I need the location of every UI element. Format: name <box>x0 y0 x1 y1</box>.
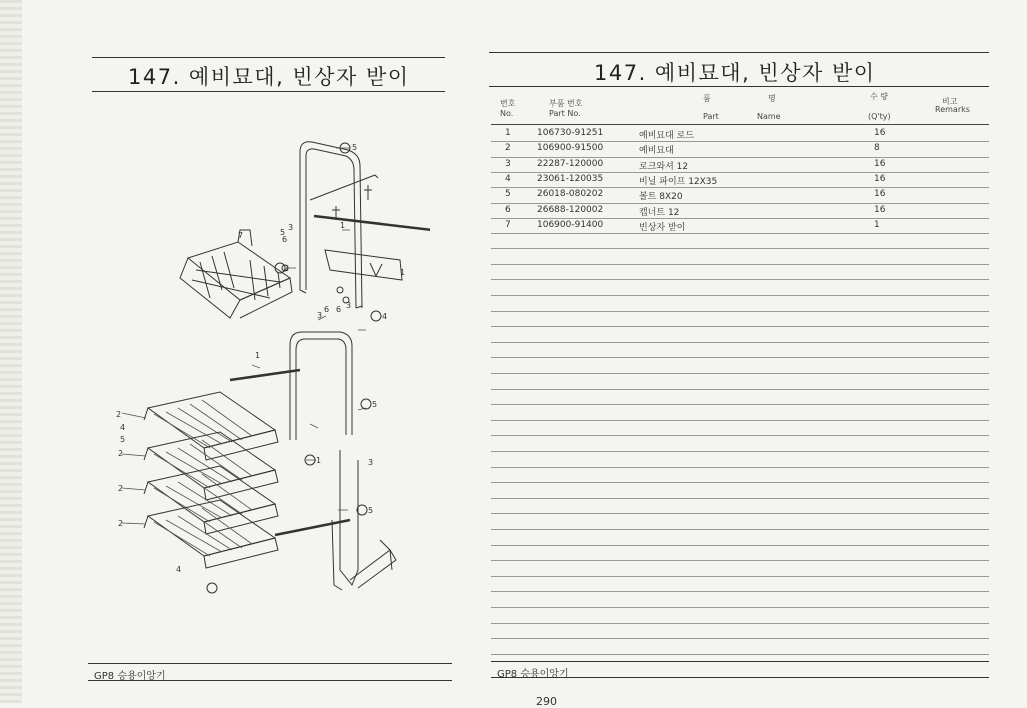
ruled-line <box>491 607 989 608</box>
header-part-kr: 부품 번호 <box>549 99 583 108</box>
row-part-number: 22287-120000 <box>537 158 604 169</box>
callout-number: 1 <box>255 351 261 360</box>
right-title-box <box>489 52 989 87</box>
callout-number: 3 <box>317 311 323 320</box>
ruled-line <box>491 342 989 343</box>
ruled-line <box>491 295 989 296</box>
header-part-en: Part No. <box>549 109 581 118</box>
ruled-line <box>491 638 989 639</box>
header-remarks-kr: 비고 <box>942 97 958 106</box>
ruled-line <box>491 435 989 436</box>
callout-number: 2 <box>116 410 122 419</box>
right-page-footer: GP8 승용이앙기 <box>497 669 569 680</box>
scan-edge <box>0 0 22 703</box>
left-footer-rule <box>88 663 452 664</box>
callout-number: 5 <box>280 228 286 237</box>
ruled-line <box>491 513 989 514</box>
callout-number: 2 <box>118 449 124 458</box>
row-quantity: 16 <box>874 128 886 138</box>
row-part-name: 비닐 파이프 12X35 <box>639 176 718 187</box>
header-qty-en: (Q'ty) <box>868 112 891 121</box>
ruled-line <box>491 482 989 483</box>
row-number: 2 <box>505 143 511 154</box>
row-part-name: 예비묘대 로드 <box>639 131 695 141</box>
ruled-line <box>491 203 989 204</box>
callout-number: 5 <box>352 143 358 152</box>
callout-number: 6 <box>324 305 330 314</box>
row-part-name: 캡너트 12 <box>639 207 680 218</box>
ruled-line <box>491 248 989 249</box>
table-row <box>491 126 989 141</box>
row-part-number: 106900-91500 <box>537 143 604 154</box>
row-quantity: 16 <box>874 158 886 169</box>
ruled-line <box>491 373 989 374</box>
ruled-line <box>491 623 989 624</box>
row-part-number: 23061-120035 <box>537 173 604 184</box>
callout-circle <box>207 583 217 593</box>
row-part-name: 빈상자 받이 <box>639 222 686 233</box>
right-footer-rule-bottom <box>491 677 989 678</box>
callout-number: 5 <box>372 400 378 409</box>
page-number: 290 <box>536 695 557 708</box>
ruled-line <box>491 591 989 592</box>
table-row <box>491 172 989 187</box>
ruled-line <box>491 576 989 577</box>
callout-number: 4 <box>120 423 126 432</box>
row-part-name: 볼트 8X20 <box>639 192 683 203</box>
ruled-line <box>491 311 989 312</box>
row-quantity: 16 <box>874 173 886 184</box>
ruled-line <box>491 560 989 561</box>
table-row <box>491 141 989 156</box>
right-page-title: 147. 예비묘대, 빈상자 받이 <box>594 61 876 85</box>
callout-number: 3 <box>346 301 352 310</box>
ruled-line <box>491 172 989 173</box>
ruled-line <box>491 264 989 265</box>
row-quantity: 8 <box>874 143 880 154</box>
ruled-line <box>491 279 989 280</box>
header-remarks-en: Remarks <box>935 105 970 114</box>
row-quantity: 1 <box>874 219 880 230</box>
ruled-line <box>491 357 989 358</box>
callout-number: 6 <box>336 305 342 314</box>
header-qty-kr: 수 량 <box>870 92 888 101</box>
ruled-line <box>491 326 989 327</box>
left-page-title: 147. 예비묘대, 빈상자 받이 <box>128 65 410 89</box>
callout-circle <box>361 399 371 409</box>
ruled-line <box>491 218 989 219</box>
ruled-line <box>491 498 989 499</box>
row-part-name: 예비묘대 <box>639 146 674 157</box>
table-header-rule <box>491 124 989 125</box>
row-quantity: 16 <box>874 189 886 200</box>
left-page-footer: GP8 승용이앙기 <box>94 671 166 682</box>
header-no-en: No. <box>500 109 514 118</box>
header-name-kr2: 명 <box>768 94 776 103</box>
callout-number: 7 <box>238 231 244 240</box>
ruled-line <box>491 545 989 546</box>
ruled-line <box>491 157 989 158</box>
row-part-number: 106900-91400 <box>537 219 604 230</box>
parts-diagram <box>100 130 430 600</box>
ruled-line <box>491 141 989 142</box>
row-number: 5 <box>505 189 511 200</box>
row-number: 7 <box>505 219 511 230</box>
callout-number: 4 <box>176 565 182 574</box>
ruled-line <box>491 529 989 530</box>
ruled-line <box>491 404 989 405</box>
row-number: 6 <box>505 204 511 215</box>
ruled-line <box>491 389 989 390</box>
callout-number: 2 <box>118 484 124 493</box>
header-name-kr1: 품 <box>703 94 711 103</box>
header-no-kr: 번호 <box>500 99 516 108</box>
row-number: 1 <box>505 128 511 138</box>
callout-number: 5 <box>368 506 374 515</box>
callout-circle <box>371 311 381 321</box>
row-quantity: 16 <box>874 204 886 215</box>
callout-number: 3 <box>368 458 374 467</box>
callout-leaders <box>122 148 366 524</box>
callout-number: 1 <box>400 268 406 277</box>
left-title-box <box>92 57 445 92</box>
row-part-number: 26688-120002 <box>537 204 604 215</box>
table-row <box>491 187 989 202</box>
callout-number: 4 <box>382 312 388 321</box>
header-name-en1: Part <box>703 112 719 121</box>
callout-number: 2 <box>284 264 290 273</box>
callout-number: 6 <box>282 235 288 244</box>
row-number: 3 <box>505 158 511 169</box>
header-name-en2: Name <box>757 112 781 121</box>
row-number: 4 <box>505 173 511 184</box>
row-part-number: 26018-080202 <box>537 189 604 200</box>
ruled-line <box>491 451 989 452</box>
seedling-trays <box>144 392 278 568</box>
row-part-number: 106730-91251 <box>537 128 604 138</box>
row-part-name: 로크와셔 12 <box>639 161 689 172</box>
ruled-line <box>491 654 989 655</box>
table-row <box>491 157 989 172</box>
right-footer-rule <box>491 661 989 662</box>
callout-number: 2 <box>118 519 124 528</box>
ruled-line <box>491 233 989 234</box>
ruled-line <box>491 420 989 421</box>
ruled-line <box>491 187 989 188</box>
upper-frame <box>282 142 430 308</box>
empty-box-tray <box>180 230 292 318</box>
callout-number: 5 <box>120 435 126 444</box>
callout-number: 3 <box>288 223 294 232</box>
callout-number: 1 <box>316 456 322 465</box>
ruled-line <box>491 467 989 468</box>
table-row <box>491 203 989 218</box>
callout-number: 1 <box>340 221 346 230</box>
left-footer-rule-bottom <box>88 680 452 681</box>
table-row <box>491 218 989 233</box>
